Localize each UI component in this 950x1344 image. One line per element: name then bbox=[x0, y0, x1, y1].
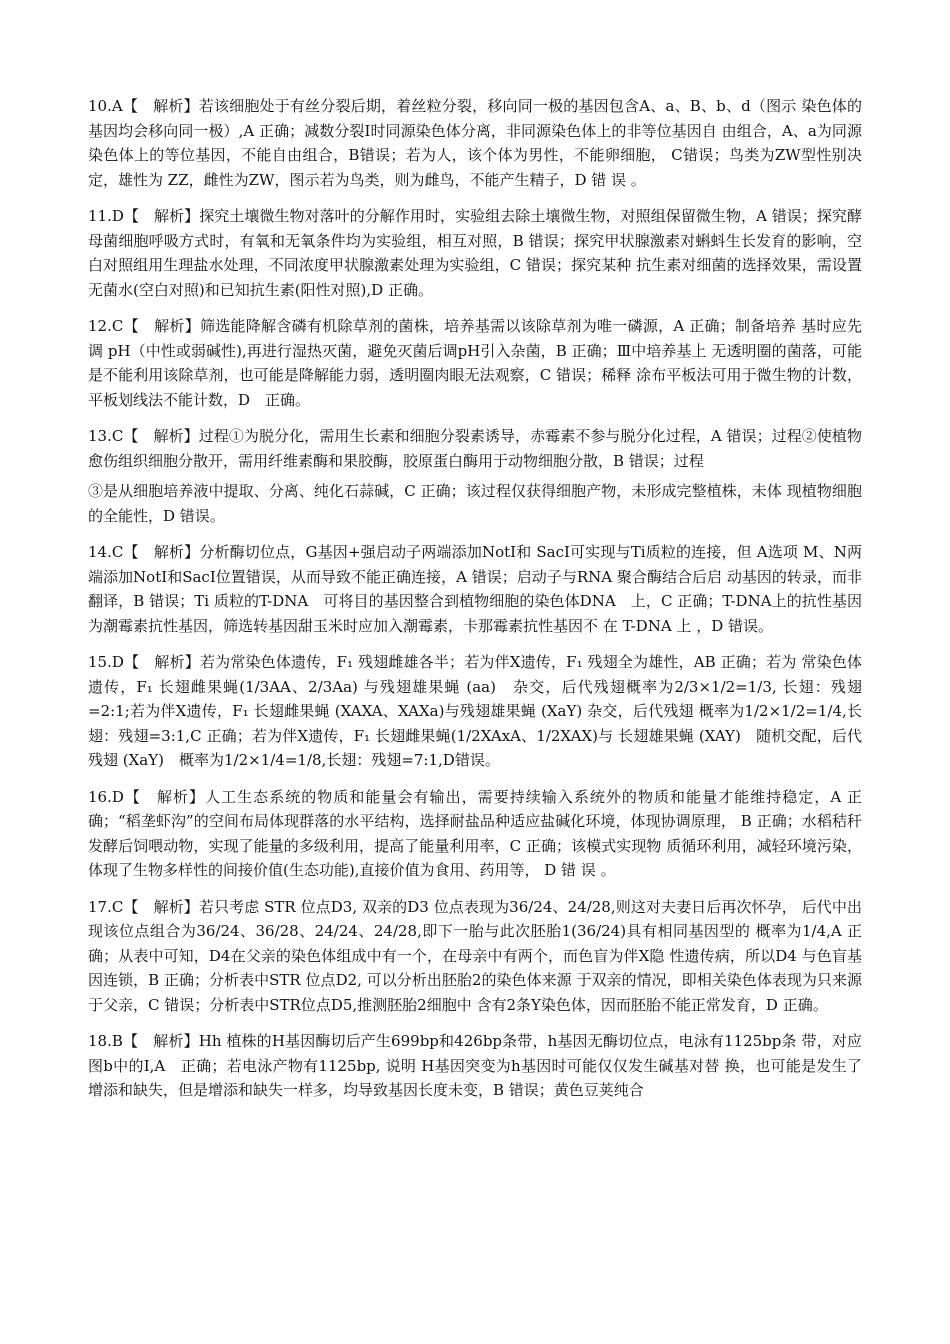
answer-13-part-1: 13.C【 解析】过程①为脱分化，需用生长素和细胞分裂素诱导，赤霉素不参与脱分化过程，A 错误；过程②使植物愈伤组织细胞分散开，需用纤维素酶和果胶酶，胶原蛋白酶用于动物细胞分散，B 错误；过程 bbox=[88, 427, 862, 470]
answer-13-part-2: ③是从细胞培养液中提取、分离、纯化石蒜碱，C 正确；该过程仅获得细胞产物，未形成完整植株，未体 现植物细胞的全能性，D 错误。 bbox=[88, 482, 862, 525]
answer-14: 14.C【 解析】分析酶切位点，G基因+强启动子两端添加NotI和 SacI可实现与Ti质粒的连接，但 A选项 M、N两端添加NotI和SacI位置错误，从而导致不能正确连接，A 错误；启动子与RNA 聚合酶结合后启 动基因的转录，而非翻译，B 错误；Ti 质粒的T-DNA 可将目的基因整合到植物细胞的染色体DNA 上，C 正确；T-DNA上的抗性基因为潮霉素抗性基因，筛选转基因甜玉米时应加入潮霉素，卡那霉素抗性基因不 在 T-DNA 上 ，D 错误。 bbox=[88, 543, 862, 635]
answer-11: 11.D【 解析】探究土壤微生物对落叶的分解作用时，实验组去除土壤微生物，对照组保留微生物，A 错误；探究酵母菌细胞呼吸方式时，有氧和无氧条件均为实验组，相互对照，B 错误；探究甲状腺激素对蝌蚪生长发育的影响，空白对照组用生理盐水处理，不同浓度甲状腺激素处理为实验组，C 错误；探究某种 抗生素对细菌的选择效果，需设置无菌水(空白对照)和已知抗生素(阳性对照),D 正确。 bbox=[88, 207, 862, 299]
answer-12: 12.C【 解析】筛选能降解含磷有机除草剂的菌株，培养基需以该除草剂为唯一磷源，A 正确；制备培养 基时应先调 pH（中性或弱碱性),再进行湿热灭菌，避免灭菌后调pH引入杂菌，B 正确；Ⅲ中培养基上 无透明圈的菌落，可能是不能利用该除草剂，也可能是降解能力弱，透明圈肉眼无法观察，C 错误；稀释 涂布平板法可用于微生物的计数，平板划线法不能计数，D 正确。 bbox=[88, 317, 862, 409]
answer-18: 18.B【 解析】Hh 植株的H基因酶切后产生699bp和426bp条带，h基因无酶切位点，电泳有1125bp条 带，对应图b中的I,A 正确；若电泳产物有1125bp, 说明 H基因突变为h基因时可能仅仅发生碱基对替 换，也可能是发生了增添和缺失，但是增添和缺失一样多，均导致基因长度未变，B 错误；黄色豆荚纯合 bbox=[88, 1032, 862, 1099]
answer-16: 16.D【 解析】人工生态系统的物质和能量会有输出，需要持续输入系统外的物质和能量才能维持稳定，A 正确；“稻垄虾沟”的空间布局体现群落的水平结构，选择耐盐品种适应盐碱化环境，体现协调原理， B 正确；水稻秸秆发酵后饲喂动物，实现了能量的多级利用，提高了能量利用率，C 正确；该模式实现物 质循环利用，减轻环境污染，体现了生物多样性的间接价值(生态功能),直接价值为食用、药用等， D 错 误 。 bbox=[88, 787, 862, 879]
answer-10: 10.A【 解析】若该细胞处于有丝分裂后期，着丝粒分裂，移向同一极的基因包含A、a、B、b、d（图示 染色体的基因均会移向同一极）,A 正确；减数分裂Ⅰ时同源染色体分离，非同源染色体上的非等位基因自 由组合，A、a为同源染色体上的等位基因，不能自由组合，B错误；若为人，该个体为男性，不能卵细胞， C错误；鸟类为ZW型性别决定，雄性为 ZZ，雌性为ZW，图示若为鸟类，则为雌鸟，不能产生精子，D 错 误 。 bbox=[88, 97, 862, 189]
answer-15: 15.D【 解析】若为常染色体遗传，F₁ 残翅雌雄各半；若为伴X遗传，F₁ 残翅全为雄性，AB 正确；若为 常染色体遗传，F₁ 长翅雌果蝇(1/3AA、2/3Aa) 与残翅雄果蝇 (aa) 杂交，后代残翅概率为2/3×1/2=1/3, 长翅：残翅=2:1;若为伴X遗传，F₁ 长翅雌果蝇 (XAXA、XAXa)与残翅雄果蝇 (XaY) 杂交，后代残翅 概率为1/2×1/2=1/4,长翅：残翅=3:1,C 正确；若为伴X遗传，F₁ 长翅雌果蝇(1/2XAxA、1/2XAX)与 长翅雄果蝇 (XAY) 随机交配，后代残翅 (XaY) 概率为1/2×1/4=1/8,长翅：残翅=7:1,D错误。 bbox=[88, 653, 862, 769]
answer-17: 17.C【 解析】若只考虑 STR 位点D3, 双亲的D3 位点表现为36/24、24/28,则这对夫妻日后再次怀孕， 后代中出现该位点组合为36/24、36/28、24/24、24/28,即下一胎与此次胚胎1(36/24)具有相同基因型的 概率为1/4,A 正确；从表中可知，D4在父亲的染色体组成中有一个，在母亲中有两个，而色盲为伴X隐 性遗传病，所以D4 与色盲基因连锁，B 正确；分析表中STR 位点D2, 可以分析出胚胎2的染色体来源 于双亲的情况，即相关染色体表现为只来源于父亲，C 错误；分析表中STR位点D5,推测胚胎2细胞中 含有2条Y染色体，因而胚胎不能正常发育，D 正确。 bbox=[88, 897, 862, 1014]
